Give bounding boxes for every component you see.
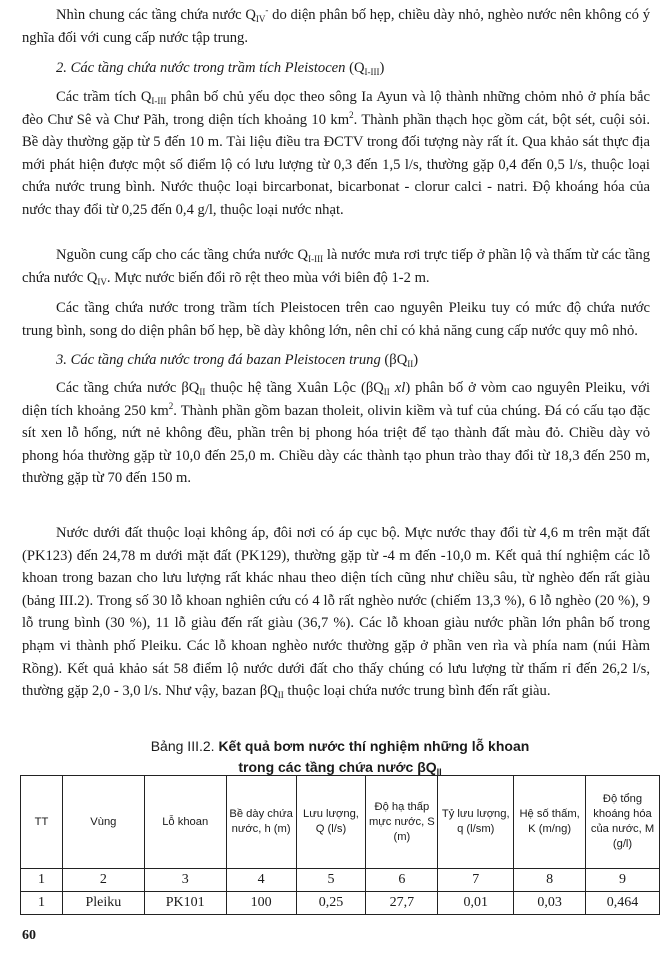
table-cell: 1 [21, 892, 63, 915]
table-cell: 4 [226, 869, 296, 892]
table-cell: PK101 [144, 892, 226, 915]
table-cell: 0,464 [586, 892, 660, 915]
table-cell: 0,03 [514, 892, 586, 915]
table-header-row [21, 776, 660, 869]
table-cell: 7 [438, 869, 514, 892]
table-header-cell: Bề dày chứa nước, h (m) [226, 776, 296, 869]
table-cell: 100 [226, 892, 296, 915]
pumping-test-table [20, 775, 660, 915]
table-header-cell: Vùng [62, 776, 144, 869]
paragraph-pleistocene: Các trầm tích $Q_{I-III}$ phân bố chủ yếu dọc theo sông Ia Ayun và lộ thành những chỏm nhỏ ở phía bắc đèo Chư Sê và Chư Pãh, trong diện tích khoảng 10 $km^2$. Thành phần thạch học gồm cát, bột sét, cuội sỏi. Bề dày thường gặp từ 5 đến 10 m. Tài liệu điều tra ĐCTV trong đối tượng này rất ít. Qua khảo sát thực địa mới phát hiện được một số điểm lộ có lưu lượng từ 0,3 đến 1,5 l/s, thường gặp 0,4 đến 0,5 l/s, thuộc loại chứa nước trung bình. Nước thuộc loại bircarbonat, bicarbonat - clorur calci - natri. Độ khoáng hóa của nước thay đổi từ 0,25 đến 0,4 g/l, thuộc loại nước nhạt. [22, 89, 650, 218]
table-header-cell: Độ hạ thấp mực nước, S (m) [366, 776, 438, 869]
section-heading-3: 3. Các tầng chứa nước trong đá bazan Pleistocen trung $(\beta Q_{II})$ [56, 352, 419, 369]
table-cell: 0,01 [438, 892, 514, 915]
table-header-cell: TT [21, 776, 63, 869]
table-cell: Pleiku [62, 892, 144, 915]
table-cell: 0,25 [296, 892, 366, 915]
table-header-cell: Lỗ khoan [144, 776, 226, 869]
table-cell: 9 [586, 869, 660, 892]
table-header-cell: Tỷ lưu lượng, q (l/sm) [438, 776, 514, 869]
table-cell: 2 [62, 869, 144, 892]
paragraph-recharge: Nguồn cung cấp cho các tầng chứa nước $Q_{I-III}$ là nước mưa rơi trực tiếp ở phần lộ và thấm từ các tầng chứa nước $Q_{IV}$. Mực nước biến đổi rõ rệt theo mùa với biên độ 1-2 m. [22, 247, 650, 287]
section-heading-2: 2. Các tầng chứa nước trong trầm tích Pleistocen $(Q_{I-III})$ [56, 60, 385, 77]
table-cell: 3 [144, 869, 226, 892]
table-cell: 6 [366, 869, 438, 892]
table-header-cell: Hệ số thấm, K (m/ng) [514, 776, 586, 869]
paragraph-intro: Nhìn chung các tầng chứa nước $Q_{IV}^-$ do diện phân bố hẹp, chiều dày nhỏ, nghèo nước nên không có ý nghĩa đối với cung cấp nước tập trung. [22, 5, 650, 46]
table-column-number-row [21, 869, 660, 892]
paragraph-pleiku-plateau: Các tầng chứa nước trong trầm tích Pleistocen trên cao nguyên Pleiku tuy có mức độ chứa nước trung bình, song do diện phân bố hẹp, bề dày không lớn, nên chỉ có khả năng cung cấp nước quy mô nhỏ. [22, 300, 650, 339]
table-cell: 1 [21, 869, 63, 892]
table-cell: 5 [296, 869, 366, 892]
table-cell: 27,7 [366, 892, 438, 915]
table-row [21, 892, 660, 915]
table-header-cell: Lưu lượng, Q (l/s) [296, 776, 366, 869]
paragraph-basalt: Các tầng chứa nước $\beta Q_{II}$ thuộc hệ tầng Xuân Lộc ($\beta Q_{II}$ xl) phân bố ở vòm cao nguyên Pleiku, với diện tích khoảng 250 $km^2$. Thành phần gồm bazan tholeit, olivin kiềm và tuf của chúng. Đá có cấu tạo đặc sít xen lỗ hổng, nứt nẻ không đều, phần trên bị phong hóa triệt để tạo thành đất màu đỏ. Chiều dày vỏ phong hóa thường gặp từ 10,0 đến 25,0 m. Chiều dày các thành tạo phun trào thay đổi từ 18,3 đến 250 m, thường gặp từ 70 đến 150 m. [22, 380, 651, 487]
paragraph-groundwater: Nước dưới đất thuộc loại không áp, đôi nơi có áp cục bộ. Mực nước thay đổi từ 4,6 m trên mặt đất (PK123) đến 24,78 m dưới mặt đất (PK129), thường gặp từ -4 m đến -10,0 m. Kết quả thí nghiệm các lỗ khoan trong bazan cho lưu lượng rất khác nhau theo diện tích cũng như chiều sâu, từ nghèo đến rất giàu (bảng III.2). Trong số 30 lỗ khoan nghiên cứu có 4 lỗ rất nghèo nước (chiếm 13,3 %), 6 lỗ nghèo (20 %), 9 lỗ trung bình (30 %), 11 lỗ giàu đến rất giàu (36,7 %). Các lỗ khoan giàu nước phần lớn phân bố trong phạm vi thành phố Pleiku. Các lỗ khoan nghèo nước thường gặp ở phần ven rìa và phía nam (núi Hàm Rồng). Kết quả khảo sát 58 điểm lộ nước dưới đất cho thấy chúng có lưu lượng từ thấm rỉ đến 26,2 l/s, thường gặp 2,0 - 3,0 l/s. Như vậy, bazan $\beta Q_{II}$ thuộc loại chứa nước trung bình đến rất giàu. [22, 525, 650, 701]
table-caption: Bảng III.2. Kết quả bơm nước thí nghiệm những lỗ khoan trong các tầng chứa nước $\beta Q_{II}$ [150, 738, 530, 777]
table-cell: 8 [514, 869, 586, 892]
page-number: 60 [22, 928, 36, 943]
table-header-cell: Độ tổng khoáng hóa của nước, M (g/l) [586, 776, 660, 869]
